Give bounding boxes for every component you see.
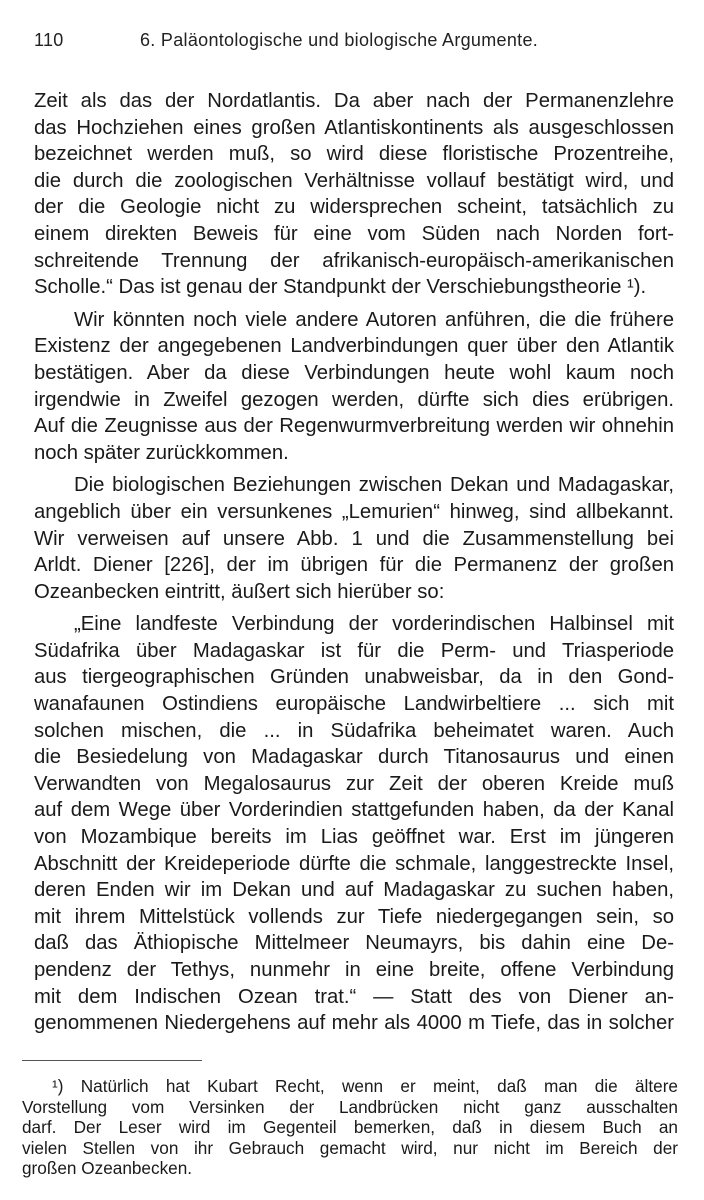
text-line: Ozeanbecken eintritt, äußert sich hierüber so: [34, 580, 445, 603]
text-line: Wir verweisen auf unsere Abb. 1 und die Zusammenstellung bei [34, 527, 674, 550]
text-line: mit ihrem Mittelstück vollends zur Tiefe niedergegangen sein, so [34, 905, 674, 928]
text-line: genommenen Niedergehens auf mehr als 4000 m Tiefe, das in solcher [34, 1012, 674, 1035]
text-line: noch später zurückkommen. [34, 441, 289, 464]
text-line: deren Enden wir im Dekan und auf Madagaskar zu suchen haben, [34, 879, 674, 902]
text-line: bestätigen. Aber da diese Verbindungen heute wohl kaum noch [34, 361, 674, 384]
text-line: die durch die zoologischen Verhältnisse vollauf bestätigt wird, und [34, 169, 674, 192]
footnote-line: darf. Der Leser wird im Gegenteil bemerken, daß in diesem Buch an [22, 1117, 678, 1138]
text-line: Die biologischen Beziehungen zwischen Dekan und Madagaskar, [74, 474, 674, 497]
page-number: 110 [34, 30, 64, 50]
footnote-line: ¹) Natürlich hat Kubart Recht, wenn er meint, daß man die ältere [52, 1076, 678, 1096]
text-line: Wir könnten noch viele andere Autoren anführen, die die frühere [74, 308, 674, 331]
text-line: auf dem Wege über Vorderindien stattgefunden haben, da der Kanal [34, 799, 674, 822]
text-line: wanafaunen Ostindiens europäische Landwirbeltiere ... sich mit [34, 693, 674, 716]
text-line: von Mozambique bereits im Lias geöffnet war. Erst im jüngeren [34, 826, 674, 849]
footnote-line: großen Ozeanbecken. [22, 1158, 193, 1179]
text-line: schreitende Trennung der afrikanisch-europäisch-amerikanischen [34, 249, 674, 272]
text-line: daß das Äthiopische Mittelmeer Neumayrs, bis dahin eine De- [34, 932, 674, 955]
text-line: Existenz der angegebenen Landverbindungen quer über den Atlantik [34, 335, 674, 358]
text-line: einem direkten Beweis für eine vom Süden nach Norden fort- [34, 222, 674, 245]
text-line: Südafrika über Madagaskar ist für die Perm- und Triasperiode [34, 639, 674, 662]
footnote-rule [22, 1060, 202, 1061]
text-line: bezeichnet werden muß, so wird diese floristische Prozentreihe, [34, 143, 674, 166]
footnotes [22, 1076, 678, 1179]
text-line: Auf die Zeugnisse aus der Regenwurmverbreitung werden wir ohnehin [34, 415, 674, 438]
footnote-line: vielen Stellen von ihr Gebrauch gemacht wird, nur nicht im Bereich der [22, 1137, 678, 1158]
text-line: Scholle.“ Das ist genau der Standpunkt der Verschiebungstheorie ¹). [34, 276, 647, 299]
text-line: angeblich über ein versunkenes „Lemurien“ hinweg, sind allbekannt. [34, 500, 674, 523]
text-line: das Hochziehen eines großen Atlantiskontinents als ausgeschlossen [34, 116, 674, 139]
text-line: Zeit als das der Nordatlantis. Da aber nach der Permanenzlehre [34, 90, 674, 112]
text-line: solchen mischen, die ... in Südafrika beheimatet waren. Auch [34, 719, 674, 742]
footnote-line: Vorstellung vom Versinken der Landbrücken nicht ganz ausschalten [22, 1096, 678, 1117]
text-line: mit dem Indischen Ozean trat.“ — Statt des von Diener an- [34, 985, 674, 1008]
text-line: „Eine landfeste Verbindung der vorderindischen Halbinsel mit [74, 613, 674, 636]
page-header [34, 30, 674, 58]
text-line: Arldt. Diener [226], der im übrigen für die Permanenz der großen [34, 554, 674, 577]
running-title: 6. Paläontologische und biologische Argumente. [140, 30, 539, 50]
text-line: die Besiedelung von Madagaskar durch Titanosaurus und einen [34, 746, 674, 769]
text-line: aus tiergeographischen Gründen unabweisbar, da in den Gond- [34, 666, 674, 689]
body-text [34, 88, 674, 1037]
text-line: der die Geologie nicht zu widersprechen scheint, tatsächlich zu [34, 196, 674, 219]
text-line: Verwandten von Megalosaurus zur Zeit der oberen Kreide muß [34, 772, 674, 795]
text-line: irgendwie in Zweifel gezogen werden, dürfte sich dies erübrigen. [34, 388, 674, 411]
text-line: pendenz der Tethys, nunmehr in eine breite, offene Verbindung [34, 959, 674, 981]
text-line: Abschnitt der Kreideperiode dürfte die schmale, langgestreckte Insel, [34, 852, 674, 875]
